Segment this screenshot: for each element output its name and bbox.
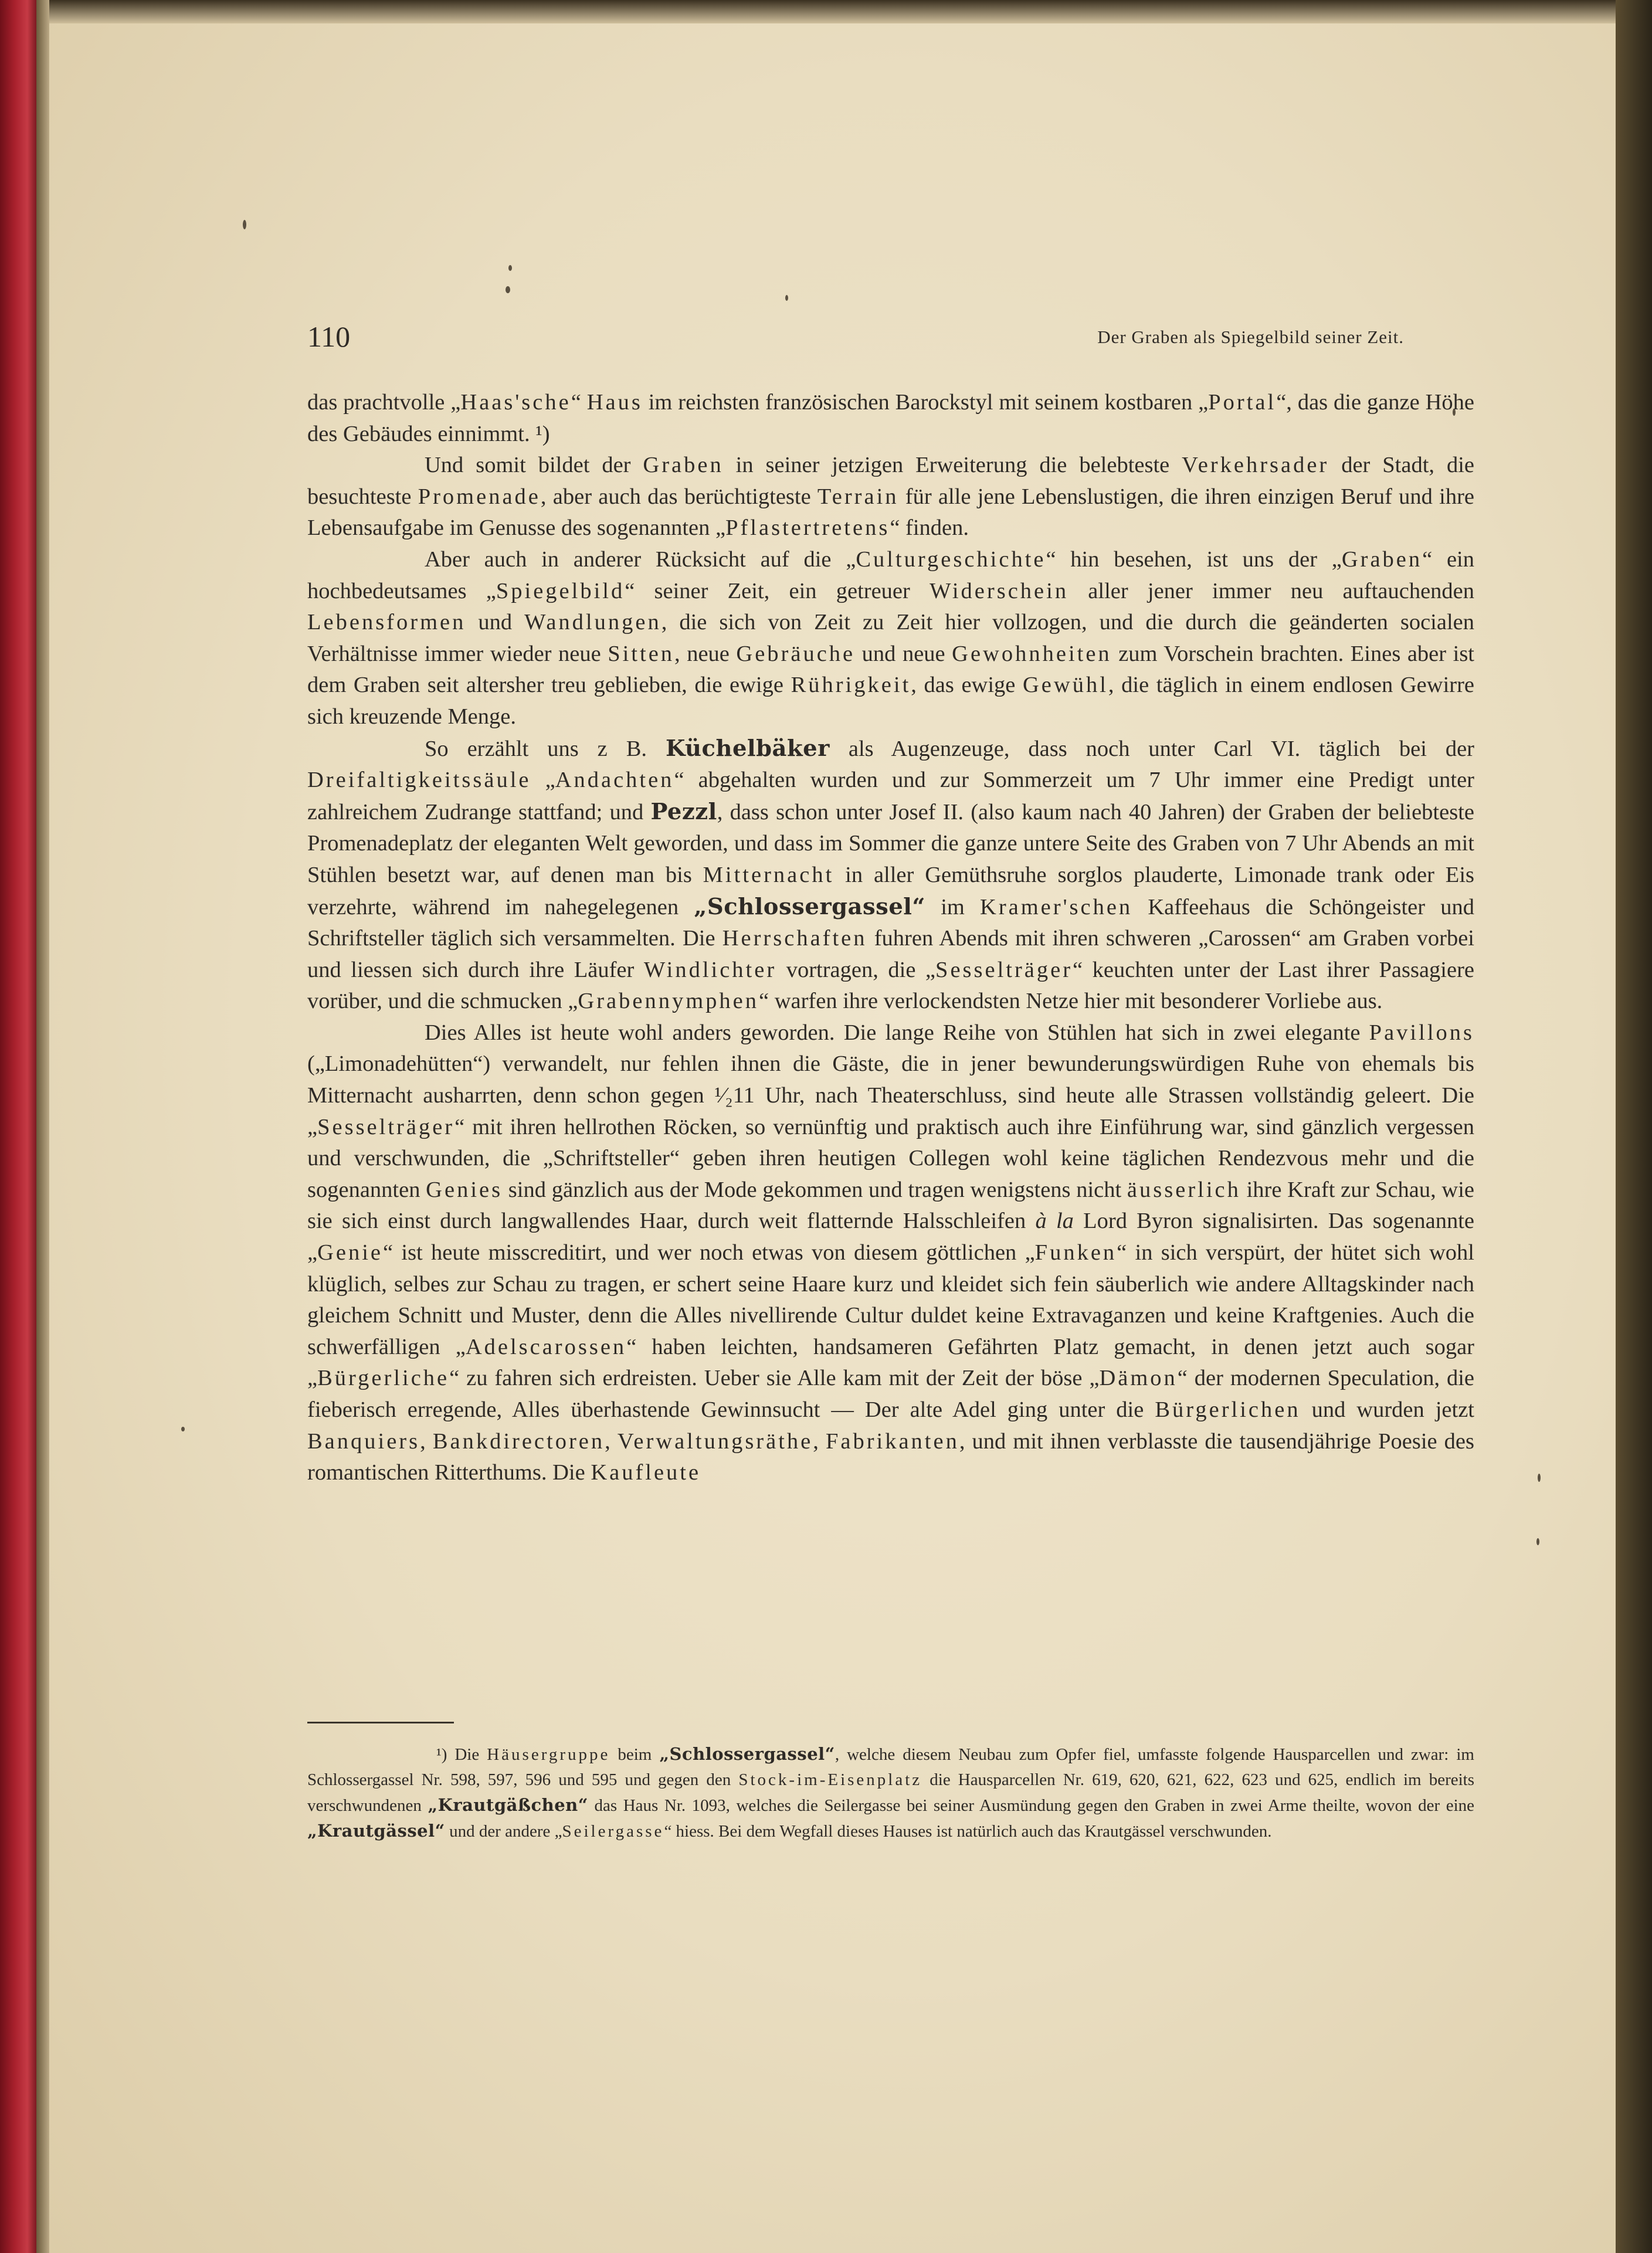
spaced-emphasis: Herrschaften — [722, 926, 867, 951]
spaced-emphasis: Bürgerliche — [317, 1366, 450, 1391]
footnote-text — [307, 1742, 1474, 1844]
book-page — [49, 23, 1616, 2253]
text-run: zum Vorschein brachten. Eines aber ist dem Graben seit altersher treu geblieben, die ewige — [307, 641, 1474, 698]
fraktur-name: „Krautgäßchen“ — [428, 1795, 588, 1815]
text-run: “ in sich verspürt, der hütet sich wohl klüglich, selbes zur Schau zu tragen, er schert seine Haare kurz und kleidet sich fein säuberlich wie andere Alltagskinder nach gleichem Schnitt und Muster, denn die Alles nivellirende Cultur duldet keine Extravaganzen und keine Kraftgenies. Auch die schwerfälligen „ — [307, 1240, 1474, 1359]
text-run: der Stadt, die besuchteste — [307, 453, 1474, 509]
text-run: , dass schon unter Josef II. (also kaum nach 40 Jahren) der Graben der beliebteste Promenadeplatz der eleganten Welt geworden, und dass im Sommer die ganze untere Seite des Graben von 7 Uhr Abends an mit Stühlen besetzt war, auf denen man bis — [307, 799, 1474, 887]
text-run: das prachtvolle „ — [307, 390, 461, 415]
text-run: “ haben leichten, handsameren Gefährten Platz gemacht, in denen jetzt auch sogar „ — [307, 1334, 1474, 1391]
text-run: sind gänzlich aus der Mode gekommen und tragen wenigstens nicht — [503, 1177, 1127, 1202]
text-run: aller jener immer neu auftauchenden — [1068, 578, 1475, 603]
text-run: , neue — [674, 641, 737, 666]
text-run: “ hiess. Bei dem Wegfall dieses Hauses ist natürlich auch das Krautgässel verschwunden. — [664, 1822, 1272, 1841]
page-header — [307, 320, 1474, 355]
spaced-emphasis: Kramer'schen — [980, 894, 1133, 919]
spaced-emphasis: Pavillons — [1369, 1020, 1474, 1045]
text-run: “ — [571, 390, 587, 415]
spaced-emphasis: Haas'sche — [460, 390, 571, 415]
text-run: “ hin besehen, ist uns der „ — [1046, 547, 1342, 572]
fraktur-name: „Krautgässel“ — [307, 1821, 445, 1841]
text-run: das Haus Nr. 1093, welches die Seilergasse bei seiner Ausmündung gegen den Graben in zwei Arme theilte, wovon der eine — [588, 1796, 1475, 1815]
text-run: Aber auch in anderer Rücksicht auf die „ — [425, 547, 856, 572]
text-run: , und mit ihnen verblasste die tausendjährige Poesie des romantischen Ritterthums. Die — [307, 1429, 1475, 1485]
book-binding-edge — [0, 0, 36, 2253]
spaced-emphasis: Fabrikanten — [825, 1429, 959, 1454]
text-run: ihre Kraft zur Schau, wie sie sich einst durch langwallendes Haar, durch weit flatternde Halsschleifen — [307, 1177, 1474, 1234]
spaced-emphasis: Häusergruppe — [487, 1745, 610, 1764]
text-run: , — [605, 1429, 618, 1454]
text-run: und wurden jetzt — [1300, 1397, 1475, 1422]
spaced-emphasis: Gewohnheiten — [952, 641, 1112, 666]
spaced-emphasis: Sesselträger — [935, 957, 1073, 982]
text-run: Dies Alles ist heute wohl anders geworden. Die lange Reihe von Stühlen hat sich in zwei elegante — [425, 1020, 1369, 1045]
spaced-emphasis: Spiegelbild — [496, 578, 625, 603]
spaced-emphasis: Haus — [586, 390, 643, 415]
text-run: , aber auch das berüchtigteste — [540, 484, 817, 509]
running-title: Der Graben als Spiegelbild seiner Zeit. — [1097, 327, 1404, 347]
text-run: “ ist heute misscreditirt, und wer noch etwas von diesem göttlichen „ — [383, 1240, 1035, 1265]
spaced-emphasis: Terrain — [817, 484, 899, 509]
spaced-emphasis: Promenade — [418, 484, 541, 509]
text-run: “ abgehalten wurden und zur Sommerzeit um 7 Uhr immer eine Predigt unter zahlreichem Zudrange stattfand; und — [307, 768, 1475, 824]
spaced-emphasis: Dreifaltigkeitssäule — [307, 768, 531, 793]
spaced-emphasis: Gebräuche — [736, 641, 856, 666]
text-run: “ der modernen Speculation, die fieberisch erregende, Alles überhastende Gewinnsucht — Der alte Adel ging unter die — [307, 1366, 1474, 1422]
spaced-emphasis: Adelscarossen — [465, 1334, 627, 1359]
italic-text: à la — [1035, 1209, 1074, 1234]
text-run: “ zu fahren sich erdreisten. Ueber sie Alle kam mit der Zeit der böse „ — [449, 1366, 1100, 1391]
spaced-emphasis: äusserlich — [1127, 1177, 1241, 1202]
spaced-emphasis: Graben — [643, 453, 724, 478]
spaced-emphasis: Gewühl — [1023, 673, 1108, 698]
text-run: im — [925, 894, 981, 919]
text-run: für alle jene Lebenslustigen, die ihren einzigen Beruf und ihre Lebensaufgabe im Genusse des sogenannten „ — [307, 484, 1475, 541]
paragraph — [307, 544, 1474, 733]
spaced-emphasis: Funken — [1034, 1240, 1117, 1265]
spaced-emphasis: Culturgeschichte — [856, 547, 1046, 572]
spaced-emphasis: Graben — [1341, 547, 1423, 572]
spaced-emphasis: Grabennymphen — [578, 989, 759, 1014]
footnote-divider — [307, 1722, 454, 1723]
text-run: fuhren Abends mit ihren schweren „Carossen“ am Graben vorbei und liessen sich durch ihre Läufer — [307, 926, 1474, 982]
spaced-emphasis: Stock-im-Eisenplatz — [738, 1770, 922, 1789]
text-run: Lord Byron signalisirten. Das sogenannte „ — [307, 1209, 1474, 1265]
page-gutter-shadow — [36, 0, 49, 2253]
fraktur-name: Küchelbäker — [665, 735, 830, 762]
paragraph — [307, 387, 1474, 450]
text-run: im reichsten französischen Barockstyl mit seinem kostbaren „ — [642, 390, 1209, 415]
ink-speck — [508, 265, 512, 271]
text-run: , das ewige — [911, 673, 1023, 698]
text-run: ¹) Die — [436, 1745, 487, 1764]
text-run: in seiner jetzigen Erweiterung die belebteste — [723, 453, 1182, 478]
text-run: , die täglich in einem endlosen Gewirre sich kreuzende Menge. — [307, 673, 1475, 729]
text-run: “ seiner Zeit, ein getreuer — [625, 578, 930, 603]
text-run: Kaffeehaus die Schöngeister und Schriftsteller täglich sich versammelten. Die — [307, 894, 1474, 951]
spaced-emphasis: Verwaltungsräthe — [617, 1429, 813, 1454]
spaced-emphasis: Andachten — [555, 768, 674, 793]
body-text — [307, 387, 1474, 1489]
spaced-emphasis: Lebensformen — [307, 610, 466, 635]
text-run: vortragen, die „ — [776, 957, 936, 982]
fraktur-name: Pezzl — [650, 798, 717, 825]
text-run: und der andere „ — [445, 1822, 562, 1841]
spaced-emphasis: Rührigkeit — [791, 673, 911, 698]
text-run: “ warfen ihre verlockendsten Netze hier mit besonderer Vorliebe aus. — [758, 989, 1383, 1014]
spaced-emphasis: Genie — [317, 1240, 384, 1265]
paragraph — [307, 733, 1474, 1017]
text-run: „ — [531, 768, 555, 793]
spaced-emphasis: Sesselträger — [317, 1114, 455, 1139]
spaced-emphasis: Bürgerlichen — [1155, 1397, 1301, 1422]
text-run: , — [813, 1429, 826, 1454]
spaced-emphasis: Windlichter — [643, 957, 777, 982]
spaced-emphasis: Bankdirectoren — [432, 1429, 605, 1454]
paragraph — [307, 450, 1474, 544]
text-run: “ finden. — [890, 515, 969, 541]
ink-speck — [785, 295, 788, 301]
text-run: Und somit bildet der — [425, 453, 643, 478]
text-run: “ mit ihren hellrothen Röcken, so vernünftig und praktisch auch ihre Einführung war, sind gänzlich vergessen und verschwunden, die „Schriftsteller“ geben ihren heutigen Collegen wohl keine täglichen Rendezvous mehr und die sogenannten — [307, 1114, 1474, 1202]
ink-speck — [181, 1427, 185, 1431]
spaced-emphasis: Wandlungen — [524, 610, 662, 635]
text-run: So erzählt uns z B. — [425, 736, 666, 761]
text-run: , welche diesem Neubau zum Opfer fiel, umfasste folgende Hausparcellen und zwar: im Schlossergassel Nr. 598, 597, 596 und 595 und gegen den — [307, 1745, 1474, 1789]
page-number: 110 — [307, 320, 351, 353]
text-run: , — [420, 1429, 433, 1454]
text-run: („Limonadehütten“) verwandelt, nur fehlen ihnen die Gäste, die in jener bewunderungswürdigen Ruhe von ehemals bis Mitternacht ausharrten, denn schon gegen ¹⁄₂11 Uhr, nach Theaterschluss, sind heute alle Strassen vollständig geleert. Die „ — [307, 1051, 1474, 1139]
spaced-emphasis: Genies — [426, 1177, 503, 1202]
spaced-emphasis: Dämon — [1099, 1366, 1178, 1391]
text-run: “ ein hochbedeutsames „ — [307, 547, 1475, 603]
spaced-emphasis: Kaufleute — [591, 1460, 701, 1485]
spaced-emphasis: Verkehrsader — [1182, 453, 1329, 478]
text-run: , die sich von Zeit zu Zeit hier vollzogen, und die durch die geänderten socialen Verhältnisse immer wieder neue — [307, 610, 1474, 666]
text-run: als Augenzeuge, dass noch unter Carl VI. täglich bei der — [829, 736, 1474, 761]
ink-speck — [1538, 1474, 1541, 1482]
footnote — [307, 1742, 1474, 1844]
top-edge-shadow — [49, 0, 1616, 23]
fraktur-name: „Schlossergassel“ — [659, 1744, 835, 1764]
spaced-emphasis: Banquiers — [307, 1429, 420, 1454]
paragraph — [307, 1017, 1474, 1489]
text-run: “, das die ganze Höhe des Gebäudes einnimmt. ¹) — [307, 390, 1475, 446]
spaced-emphasis: Widerschein — [930, 578, 1069, 603]
spaced-emphasis: Seilergasse — [562, 1822, 664, 1841]
text-run: beim — [610, 1745, 660, 1764]
right-edge-shadow — [1616, 0, 1652, 2253]
text-run: in aller Gemüthsruhe sorglos plauderte, Limonade trank oder Eis verzehrte, während im nahegelegenen — [307, 862, 1474, 919]
ink-speck — [1536, 1538, 1539, 1545]
ink-speck — [506, 286, 510, 293]
fraktur-name: „Schlossergassel“ — [694, 893, 926, 920]
text-run: und — [466, 610, 525, 635]
text-run: “ keuchten unter der Last ihrer Passagiere vorüber, und die schmucken „ — [307, 957, 1474, 1014]
spaced-emphasis: Pflastertretens — [725, 515, 890, 541]
text-run: und neue — [855, 641, 952, 666]
text-run: die Hausparcellen Nr. 619, 620, 621, 622, 623 und 625, endlich im bereits verschwundenen — [307, 1770, 1475, 1815]
spaced-emphasis: Sitten — [608, 641, 675, 666]
spaced-emphasis: Portal — [1208, 390, 1277, 415]
ink-speck — [243, 220, 246, 229]
spaced-emphasis: Mitternacht — [703, 862, 835, 887]
